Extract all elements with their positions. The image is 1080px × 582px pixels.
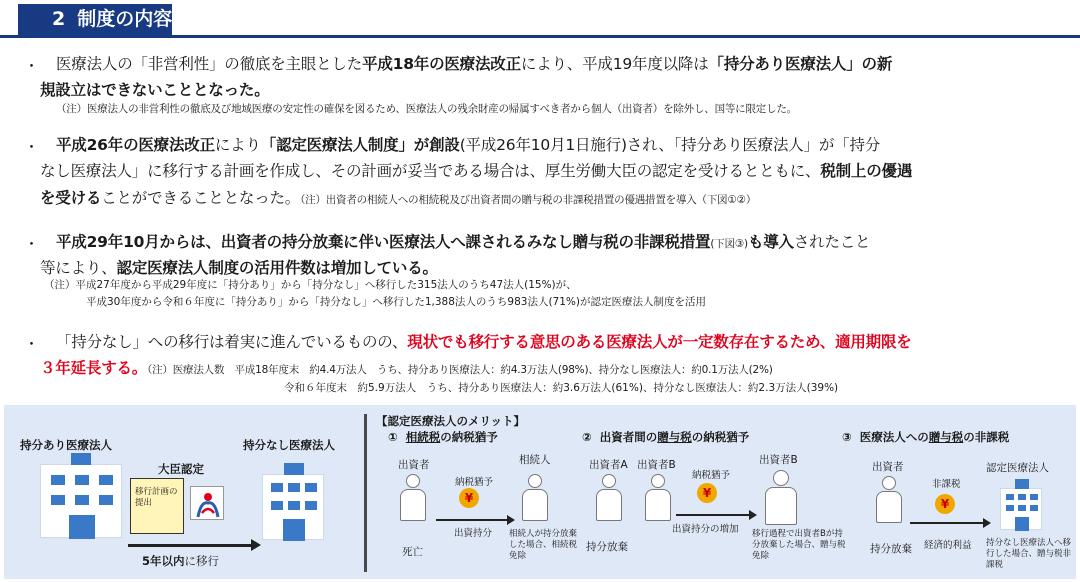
bullet-dot: ・ [24, 57, 40, 75]
yen-coin-icon: ¥ [935, 494, 955, 514]
bullet-3-note-2: 平成30年度から令和６年度に「持分あり」から「持分なし」へ移行した1,388法人のうち983法人(71%)が認定医療法人制度を活用 [86, 296, 706, 308]
text-note: (下図③) [710, 238, 748, 250]
bullet-4-note-2: 令和６年度末 約5.9万法人 うち、持分あり医療法人：約3.6万法人(61%)、持分なし医療法人：約2.3万法人(39%) [284, 382, 839, 394]
bullet-2-line-3 [40, 186, 756, 208]
text: により、平成19年度以降は [520, 55, 709, 73]
transition-label [142, 553, 219, 569]
doc-text: 移行計画の提出 [135, 487, 178, 508]
m2-result: 移行過程で出資者Bが持分放棄した場合、贈与税免除 [752, 529, 846, 561]
m1-heir: 相続人 [519, 454, 551, 466]
text: により [214, 136, 261, 154]
hospital-building-icon [40, 464, 122, 538]
m3-waive: 持分放棄 [870, 543, 912, 555]
m1-death: 死亡 [402, 546, 423, 558]
divider [364, 414, 367, 572]
arrow [910, 522, 984, 524]
document-icon [130, 478, 184, 534]
text-bold: 「認定医療法人制度」が創設 [260, 136, 460, 154]
m1-transfer: 出資持分 [454, 528, 493, 539]
text: の納税猶予 [440, 430, 498, 444]
bullet-4-line-2 [40, 356, 773, 378]
text: の納税猶予 [691, 430, 750, 444]
text: (平成26年10月1日施行)され、「持分あり医療法人」が「持分 [459, 136, 881, 154]
bullet-3-note-1: （注）平成27年度から平成29年度に「持分あり」から「持分なし」へ移行した315法人のうち47法人(15%)が、 [44, 279, 577, 291]
arrow [436, 519, 508, 521]
merit-1-title [388, 429, 498, 445]
text-bold: を受ける [40, 189, 102, 207]
bullet-1-line-2: 規設立はできないこととなった。 [40, 81, 270, 99]
text: 等により、 [40, 259, 117, 277]
text-bold: も導入 [747, 233, 794, 251]
bullet-1-note: （注）医療法人の非営利性の徹底及び地域医療の安定性の確保を図るため、医療法人の残余財産の帰属すべき者から個人（出資者）を除外し、国等に限定した。 [56, 103, 797, 115]
m2-investor-b-after: 出資者B [759, 454, 798, 466]
m2-increase: 出資持分の増加 [672, 524, 739, 535]
bullet-dot: ・ [24, 335, 40, 353]
merit-num: ② [582, 430, 592, 444]
section-number: 2 [52, 8, 66, 30]
bullet-2-line-1 [56, 133, 880, 155]
m1-investor: 出資者 [398, 459, 430, 471]
text: なし医療法人」に移行する計画を作成し、その計画が妥当である場合は、厚生労働大臣の認定を受けるとともに、 [40, 162, 821, 180]
m3-result: 持分なし医療法人へ移行した場合、贈与税非課税 [986, 538, 1072, 570]
m2-grace: 納税猶予 [692, 470, 731, 481]
bullet-4-note-1: （注）医療法人数 平成18年度末 約4.4万法人 うち、持分あり医療法人：約4.3万法人(98%)、持分なし医療法人：約0.1万法人(2%) [147, 364, 773, 376]
transition-arrow [128, 544, 252, 547]
text-bold: 「持分あり医療法人」の新 [708, 55, 893, 73]
to-label: 持分なし医療法人 [243, 438, 335, 452]
approval-label: 大臣認定 [158, 462, 204, 476]
merit-num: ① [388, 430, 398, 444]
yen-coin-icon: ¥ [459, 488, 479, 508]
text-bold: 5年以内 [142, 554, 185, 568]
m2-waive: 持分放棄 [586, 541, 628, 553]
text-bold: 税制上の優遇 [820, 162, 913, 180]
bullet-3-line-2 [40, 256, 438, 278]
text-bold: 認定医療法人制度の活用件数は増加している。 [116, 259, 438, 277]
bullet-dot: ・ [24, 235, 40, 253]
m2-investor-a: 出資者A [589, 459, 628, 471]
text: 「持分なし」への移行は着実に進んでいるものの、 [56, 333, 408, 351]
m2-investor-b: 出資者B [637, 459, 676, 471]
m3-benefit: 経済的利益 [924, 540, 972, 551]
m3-investor: 出資者 [872, 461, 904, 473]
text-underline: 贈与税 [657, 430, 692, 444]
arrow [676, 514, 750, 516]
section-title: 制度の内容 [77, 8, 173, 30]
merit-num: ③ [842, 430, 852, 444]
m3-corp: 認定医療法人 [986, 462, 1049, 474]
from-label: 持分あり医療法人 [20, 438, 112, 452]
text-bold: 平成26年の医療法改正 [56, 136, 215, 154]
m3-nontax: 非課税 [932, 479, 961, 490]
text-red: 現状でも移行する意思のある医療法人が一定数存在するため、適用期限を [407, 333, 912, 351]
bullet-1-line-1 [56, 52, 892, 74]
ministry-seal-icon [190, 486, 224, 520]
merit-3-title [842, 429, 1009, 445]
bullet-2-note: （注）出資者の相続人への相続税及び出資者間の贈与税の非課税措置の優遇措置を導入（下図①②） [300, 194, 757, 206]
bullet-dot: ・ [24, 138, 40, 156]
hospital-building-icon [1000, 488, 1042, 530]
bullet-3-line-1 [56, 230, 870, 252]
text-underline: 贈与税 [928, 430, 964, 444]
bullet-2-line-2 [40, 159, 912, 181]
text: に移行 [184, 554, 220, 568]
m1-result: 相続人が持分放棄した場合、相続税免除 [509, 529, 578, 561]
m1-grace: 納税猶予 [455, 477, 494, 488]
text-underline: 相続税 [405, 430, 441, 444]
text-bold: 平成29年10月からは、出資者の持分放棄に伴い医療法人へ課されるみなし贈与税の非課税措置 [56, 233, 711, 251]
heading-rule [0, 35, 1080, 38]
section-heading [18, 4, 172, 35]
merit-2-title [582, 429, 749, 445]
text: ことができることとなった。 [101, 189, 301, 207]
text: の非課税 [963, 430, 1010, 444]
text: 医療法人の「非営利性」の徹底を主眼とした [56, 55, 363, 73]
bullet-4-line-1 [56, 330, 912, 352]
text-bold: 平成18年の医療法改正 [362, 55, 521, 73]
hospital-building-icon [262, 474, 324, 540]
text-red: ３年延長する。 [40, 359, 148, 377]
text: 医療法人への [859, 430, 929, 444]
text: されたこと [793, 233, 871, 251]
yen-coin-icon: ¥ [697, 483, 717, 503]
text: 出資者間の [599, 430, 658, 444]
merit-title: 【認定医療法人のメリット】 [376, 414, 526, 428]
